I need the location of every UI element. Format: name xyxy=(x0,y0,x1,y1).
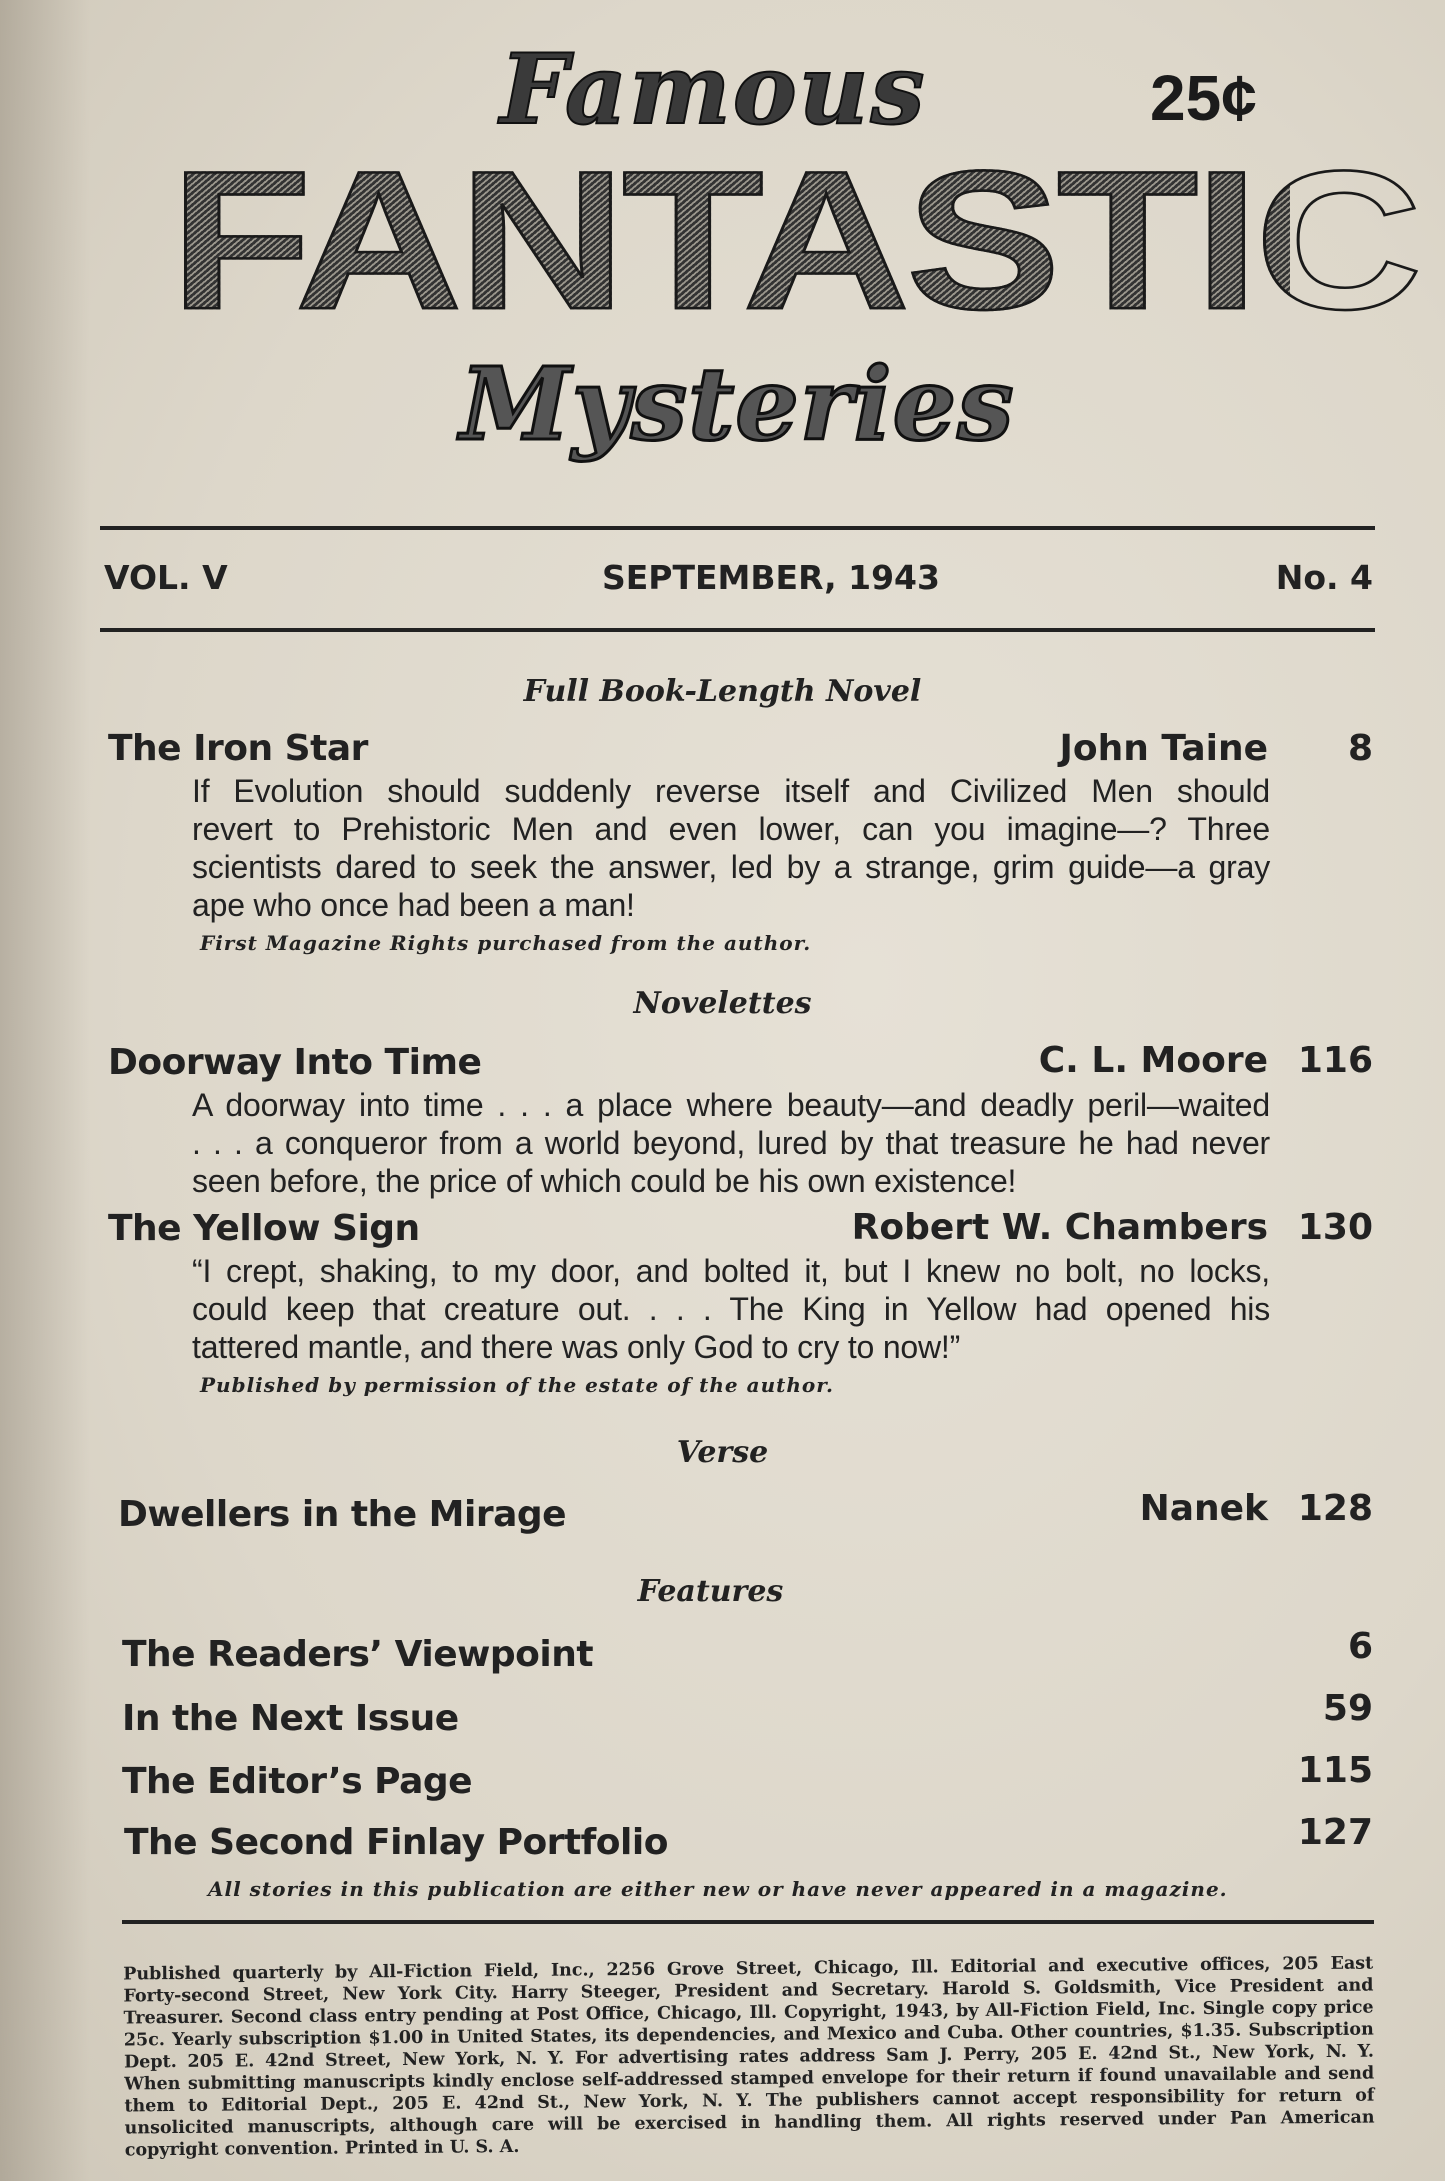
masthead-fantastic: FANTASTIC xyxy=(170,130,1419,351)
feature-title: In the Next Issue xyxy=(122,1698,459,1739)
story-page: 116 xyxy=(1297,1040,1373,1081)
feature-page: 59 xyxy=(1322,1688,1373,1729)
feature-title: The Editor’s Page xyxy=(122,1761,473,1802)
fine-print-line: Forty-second Street, New York City. Harry Steeger, President and Secretary. Harold S. Goldsmith, Vice President and xyxy=(123,1975,1374,2007)
fine-print-line: When submitting manuscripts kindly enclose self-addressed stamped envelope for their return if found unavailable and send xyxy=(124,2063,1375,2095)
fine-print-line: 25c. Yearly subscription $1.00 in United States, its dependencies, and Mexico and Cuba. Other countries, $1.35. Subscription xyxy=(123,2019,1374,2051)
desc-line: . . . a conqueror from a world beyond, lured by that treasure he had never xyxy=(192,1125,1270,1161)
fine-print-line: copyright convention. Printed in U. S. A. xyxy=(124,2137,520,2161)
divider-top xyxy=(100,526,1375,530)
rights-note: First Magazine Rights purchased from the author. xyxy=(200,931,812,955)
fine-print-line: them to Editorial Dept., 205 E. 42nd St., New York, N. Y. The publishers cannot accept responsibility for return of xyxy=(124,2085,1375,2117)
permission-note: Published by permission of the estate of the author. xyxy=(200,1373,834,1397)
verse-author: Nanek xyxy=(1139,1488,1268,1529)
publication-fine-print xyxy=(123,1953,1375,2162)
masthead-mysteries: Mysteries xyxy=(460,345,1015,463)
story-page: 130 xyxy=(1297,1207,1373,1248)
fine-print-line: Treasurer. Second class entry pending at Post Office, Chicago, Ill. Copyright, 1943, by All-Fiction Field, Inc. Single copy price xyxy=(123,1997,1374,2029)
section-novelettes: Novelettes xyxy=(633,986,812,1021)
feature-title: The Second Finlay Portfolio xyxy=(124,1822,668,1863)
originality-note: All stories in this publication are either new or have never appeared in a magazine. xyxy=(208,1877,1228,1901)
story-page: 8 xyxy=(1347,728,1373,769)
desc-line: could keep that creature out. . . . The King in Yellow had opened his xyxy=(192,1291,1270,1327)
story-description xyxy=(192,1252,1270,1366)
desc-line: If Evolution should suddenly reverse itself and Civilized Men should xyxy=(192,773,1270,809)
fine-print-line: unsolicited manuscripts, although care will be exercised in handling them. All rights reserved under Pan American xyxy=(124,2107,1375,2139)
fine-print-line: Dept. 205 E. 42nd Street, New York, N. Y. For advertising rates address Sam J. Perry, 205 E. 42nd St., New York, N. Y. xyxy=(123,2041,1375,2073)
divider-bottom xyxy=(122,1920,1374,1924)
section-novel: Full Book-Length Novel xyxy=(523,674,922,709)
feature-title: The Readers’ Viewpoint xyxy=(122,1634,594,1675)
masthead-famous: Famous xyxy=(500,33,927,146)
page-shadow xyxy=(0,0,90,2181)
feature-page: 6 xyxy=(1347,1626,1373,1667)
story-author: C. L. Moore xyxy=(1038,1040,1268,1081)
feature-page: 127 xyxy=(1297,1812,1373,1853)
story-author: John Taine xyxy=(1059,728,1268,769)
story-description xyxy=(192,772,1270,924)
desc-line: ape who once had been a man! xyxy=(192,887,635,923)
desc-line: revert to Prehistoric Men and even lower, can you imagine—? Three xyxy=(192,811,1270,847)
volume: VOL. V xyxy=(104,558,228,597)
feature-page: 115 xyxy=(1297,1750,1373,1791)
story-description xyxy=(192,1086,1270,1200)
section-features: Features xyxy=(637,1574,784,1609)
desc-line: “I crept, shaking, to my door, and bolted it, but I knew no bolt, no locks, xyxy=(192,1253,1270,1289)
section-verse: Verse xyxy=(676,1435,769,1470)
price: 25¢ xyxy=(1150,62,1257,134)
desc-line: A doorway into time . . . a place where beauty—and deadly peril—waited xyxy=(192,1087,1270,1123)
verse-page: 128 xyxy=(1297,1488,1373,1529)
issue-number: No. 4 xyxy=(1275,558,1373,597)
story-title: The Iron Star xyxy=(108,728,368,769)
story-title: The Yellow Sign xyxy=(108,1208,420,1249)
desc-line: seen before, the price of which could be his own existence! xyxy=(192,1163,1017,1199)
story-author: Robert W. Chambers xyxy=(851,1207,1268,1248)
fine-print-line: Published quarterly by All-Fiction Field, Inc., 2256 Grove Street, Chicago, Ill. Editorial and executive offices, 205 East xyxy=(123,1953,1374,1985)
desc-line: scientists dared to seek the answer, led by a strange, grim guide—a gray xyxy=(192,849,1270,885)
story-title: Doorway Into Time xyxy=(108,1042,482,1083)
desc-line: tattered mantle, and there was only God to cry to now!” xyxy=(192,1329,961,1365)
verse-title: Dwellers in the Mirage xyxy=(118,1494,567,1535)
divider-header xyxy=(100,628,1375,632)
issue-date: SEPTEMBER, 1943 xyxy=(602,558,940,597)
